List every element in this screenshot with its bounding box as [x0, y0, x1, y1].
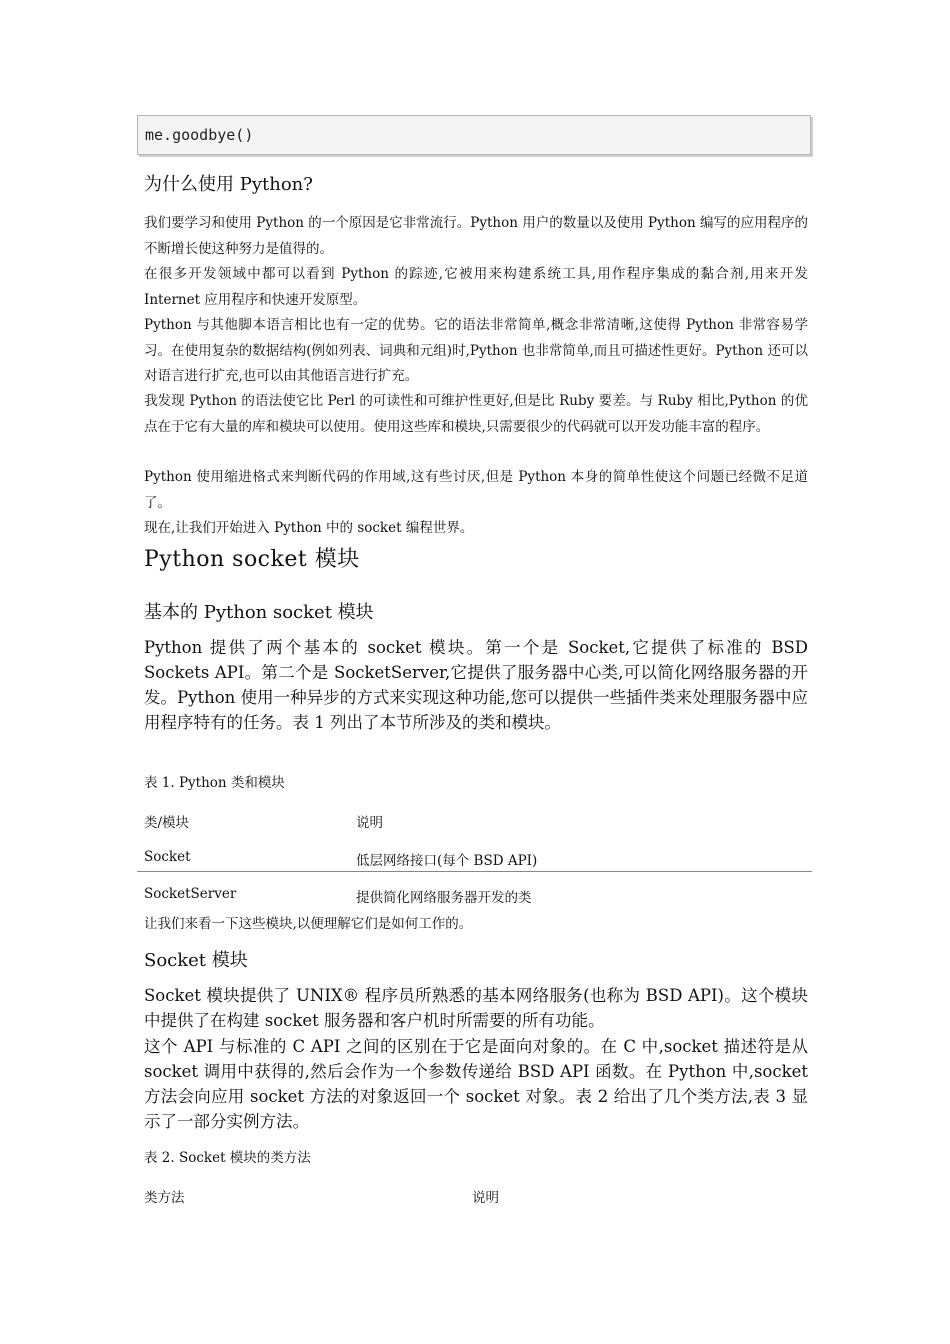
- paragraph: 让我们来看一下这些模块,以便理解它们是如何工作的。: [144, 916, 473, 932]
- table1-cell: 低层网络接口(每个 BSD API): [356, 853, 538, 869]
- paragraph: Socket 模块提供了 UNIX® 程序员所熟悉的基本网络服务(也称为 BSD API)。这个模块中提供了在构建 socket 服务器和客户机时所需要的所有功能。: [144, 986, 808, 1030]
- table1-cell: SocketServer: [144, 886, 237, 902]
- subheading-basic-module: 基本的 Python socket 模块: [144, 602, 374, 623]
- table2-caption: 表 2. Socket 模块的类方法: [144, 1150, 311, 1166]
- table1-cell: Socket: [144, 849, 191, 865]
- table2-header-description: 说明: [472, 1190, 499, 1206]
- intro-paragraph: Python 提供了两个基本的 socket 模块。第一个是 Socket,它提供了标准的 BSD Sockets API。第二个是 SocketServer,它提供了服务器中心类,可以简化网络服务器的开发。Python 使用一种异步的方式来实现这种功能,您可以提供一些插件类来处理服务器中应用程序特有的任务。表 1 列出了本节所涉及的类和模块。: [144, 638, 808, 732]
- section-heading-why: 为什么使用 Python?: [144, 174, 313, 195]
- table-divider: [137, 871, 812, 872]
- table1-header-class: 类/模块: [144, 815, 190, 831]
- section-heading-module: Python socket 模块: [144, 547, 360, 572]
- table1-caption: 表 1. Python 类和模块: [144, 775, 285, 791]
- table1-cell: 提供简化网络服务器开发的类: [356, 890, 532, 906]
- code-text: me.goodbye(): [145, 126, 254, 144]
- paragraph: 现在,让我们开始进入 Python 中的 socket 编程世界。: [144, 520, 474, 536]
- paragraph: 我发现 Python 的语法使它比 Perl 的可读性和可维护性更好,但是比 Ruby 要差。与 Ruby 相比,Python 的优点在于它有大量的库和模块可以使用。使用这些库和模块,只需要很少的代码就可以开发功能丰富的程序。: [144, 393, 808, 435]
- paragraph: 我们要学习和使用 Python 的一个原因是它非常流行。Python 用户的数量以及使用 Python 编写的应用程序的不断增长使这种努力是值得的。: [144, 215, 808, 257]
- paragraph: 在很多开发领域中都可以看到 Python 的踪迹,它被用来构建系统工具,用作程序集成的黏合剂,用来开发 Internet 应用程序和快速开发原型。: [144, 266, 808, 308]
- paragraph: Python 与其他脚本语言相比也有一定的优势。它的语法非常简单,概念非常清晰,这使得 Python 非常容易学习。在使用复杂的数据结构(例如列表、词典和元组)时,Python 也非常简单,而且可描述性更好。Python 还可以对语言进行扩充,也可以由其他语言进行扩充。: [144, 317, 808, 384]
- table1-header-description: 说明: [356, 815, 383, 831]
- paragraph: Python 使用缩进格式来判断代码的作用域,这有些讨厌,但是 Python 本身的简单性使这个问题已经微不足道了。: [144, 469, 808, 511]
- section-heading-socket: Socket 模块: [144, 950, 248, 971]
- paragraph: 这个 API 与标准的 C API 之间的区别在于它是面向对象的。在 C 中,socket 描述符是从 socket 调用中获得的,然后会作为一个参数传递给 BSD API 函数。在 Python 中,socket 方法会向应用 socket 方法的对象返回一个 socket 对象。表 2 给出了几个类方法,表 3 显示了一部分实例方法。: [144, 1037, 808, 1131]
- code-block: [137, 115, 811, 155]
- table2-header-class-method: 类方法: [144, 1190, 185, 1206]
